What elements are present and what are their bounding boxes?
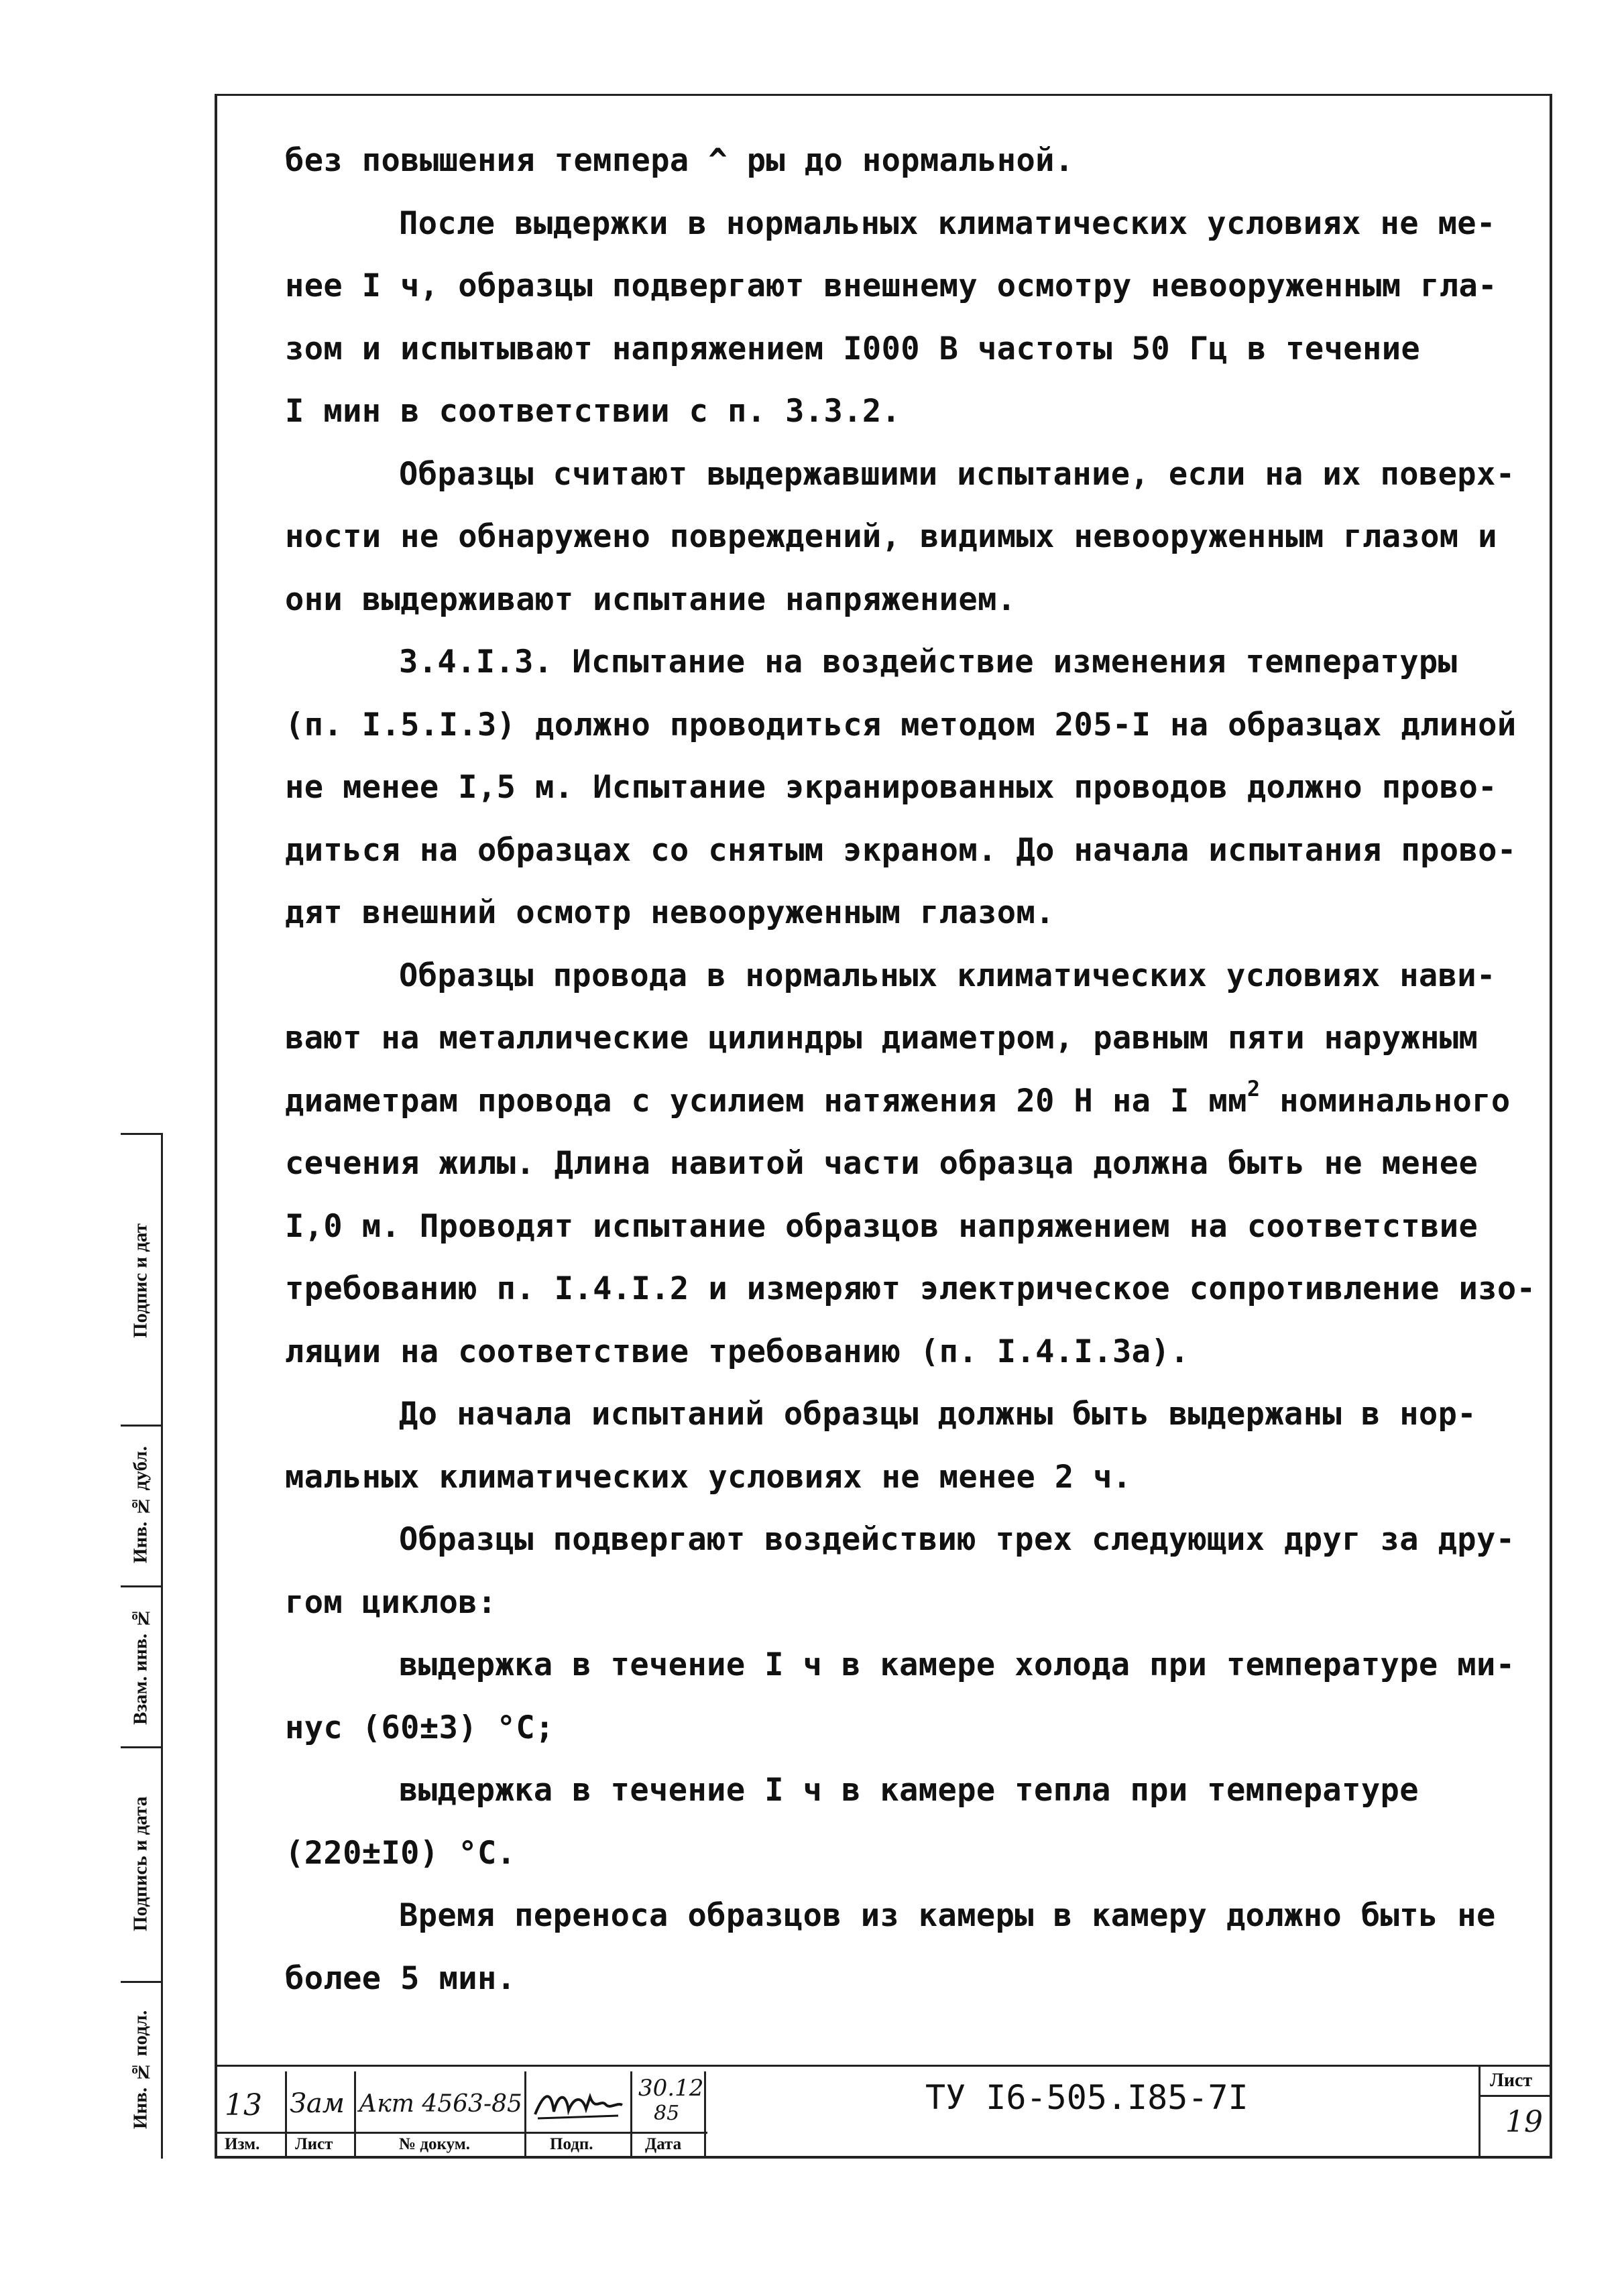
value-izm: 13 (225, 2088, 262, 2122)
body-line (285, 329, 1420, 369)
body-line-text: I мин в соответствии с п. 3.3.2. (285, 393, 901, 430)
body-line-text: сечения жилы. Длина навитой части образца должна быть не менее (285, 1145, 1478, 1182)
body-line-text: выдержка в течение I ч в камере тепла при температуре (399, 1772, 1419, 1809)
body-line (285, 1018, 1478, 1059)
title-block-col-rule (285, 2071, 287, 2159)
body-line-text: 3.4.I.3. Испытание на воздействие изменения температуры (399, 644, 1458, 680)
body-line (399, 1394, 1476, 1435)
body-line (285, 1332, 1190, 1372)
margin-divider (121, 1585, 163, 1587)
body-line (285, 1583, 497, 1623)
body-line (399, 455, 1515, 495)
body-line-text: Время переноса образцов из камеры в камеру должно быть не (399, 1897, 1496, 1934)
body-line (399, 204, 1496, 244)
body-line (285, 1457, 1132, 1498)
body-line (285, 1144, 1478, 1184)
value-dokum: Акт 4563-85 (359, 2090, 522, 2118)
header-podp: Подп. (550, 2135, 593, 2153)
body-line-text: гом циклов: (285, 1584, 497, 1621)
body-line-text: дят внешний осмотр невооруженным глазом. (285, 894, 1055, 931)
body-line (399, 1770, 1419, 1811)
body-line (285, 517, 1497, 557)
title-block-sheet-rule (1478, 2095, 1552, 2097)
body-line-text: Образцы подвергают воздействию трех следующих друг за дру- (399, 1521, 1515, 1558)
superscript: 2 (1246, 1076, 1261, 1102)
body-line (399, 642, 1457, 682)
body-line-text: вают на металлические цилиндры диаметром, равным пяти наружным (285, 1020, 1478, 1056)
margin-label-inv-dubl: Инв. № дубл. (129, 1446, 152, 1564)
title-block-col-rule (704, 2071, 706, 2159)
title-block-top-rule (215, 2065, 1552, 2067)
body-line (285, 141, 1074, 181)
body-line-text: более 5 мин. (285, 1960, 516, 1997)
title-block-mid-rule (215, 2132, 707, 2134)
title-block-col-rule (354, 2071, 356, 2159)
value-list: Зам (290, 2088, 345, 2119)
document-code: ТУ I6-505.I85-7I (925, 2078, 1249, 2117)
margin-label-podp-dat: Подпис и дат (129, 1223, 152, 1338)
body-line (285, 705, 1517, 745)
body-line-text: ности не обнаружено повреждений, видимых невооруженным глазом и (285, 518, 1497, 555)
body-line (399, 1520, 1515, 1560)
body-line (399, 1645, 1515, 1685)
body-line (285, 1207, 1478, 1247)
body-line (285, 1076, 1511, 1122)
title-block-col-rule (1478, 2065, 1481, 2159)
body-line-text: выдержка в течение I ч в камере холода при температуре ми- (399, 1646, 1515, 1683)
body-line (285, 1833, 516, 1874)
sheet-label: Лист (1490, 2070, 1533, 2091)
margin-label-inv-podl: Инв. № подл. (129, 2010, 152, 2130)
header-data: Дата (645, 2135, 682, 2153)
body-line (285, 1959, 516, 1999)
body-line (399, 956, 1496, 996)
body-line (285, 391, 901, 432)
body-line-text: Образцы считают выдержавшими испытание, если на их поверх- (399, 456, 1515, 493)
body-line-text: Образцы провода в нормальных климатических условиях нави- (399, 957, 1496, 994)
margin-divider (121, 1746, 163, 1748)
margin-divider (121, 1425, 163, 1427)
body-line (285, 1708, 555, 1748)
body-line-text: ляции на соответствие требованию (п. I.4.I.3а). (285, 1333, 1190, 1370)
margin-divider (161, 1133, 163, 2159)
header-izm: Изм. (225, 2135, 260, 2153)
value-date-2: 85 (654, 2102, 680, 2125)
body-line-text: без повышения темпера ^ ры до нормальной. (285, 142, 1074, 179)
margin-divider (121, 1133, 163, 1135)
header-dokum: № докум. (399, 2135, 471, 2153)
body-line-text: требованию п. I.4.I.2 и измеряют электрическое сопротивление изо- (285, 1270, 1536, 1307)
margin-label-vzam-inv: Взам. инв. № (129, 1607, 152, 1725)
margin-label-podpis-data: Подпись и дата (129, 1796, 152, 1931)
body-line-text: I,0 м. Проводят испытание образцов напряжением на соответствие (285, 1208, 1478, 1245)
body-line-text: мальных климатических условиях не менее 2 ч. (285, 1459, 1132, 1496)
body-line (285, 580, 1016, 620)
header-list: Лист (295, 2135, 333, 2153)
body-line-text: нее I ч, образцы подвергают внешнему осмотру невооруженным гла- (285, 267, 1497, 304)
body-line-text: нус (60±3) °С; (285, 1709, 555, 1746)
body-line-text: они выдерживают испытание напряжением. (285, 581, 1017, 618)
body-line-text: (220±I0) °С. (285, 1835, 516, 1872)
body-line (399, 1896, 1496, 1936)
body-line-text: не менее I,5 м. Испытание экранированных проводов должно прово- (285, 769, 1497, 806)
body-line (285, 893, 1055, 933)
body-line-text: До начала испытаний образцы должны быть выдержаны в нор- (399, 1396, 1476, 1433)
margin-divider (121, 1981, 163, 1983)
signature-icon (531, 2085, 625, 2125)
title-block-col-rule (524, 2071, 526, 2159)
value-date-1: 30.12 (638, 2075, 704, 2102)
body-line-text: зом и испытывают напряжением I000 В частоты 50 Гц в течение (285, 330, 1421, 367)
body-line-text: диаметрам провода с усилием натяжения 20 Н на I мм (285, 1083, 1247, 1120)
title-block-col-rule (630, 2071, 632, 2159)
body-line-text: После выдержки в нормальных климатических условиях не ме- (399, 205, 1496, 242)
left-margin-stamp-strip (121, 1133, 168, 2159)
body-line-tail: номинального (1260, 1083, 1511, 1120)
body-line (285, 768, 1497, 808)
body-line (285, 1269, 1535, 1309)
body-line-text: диться на образцах со снятым экраном. До начала испытания прово- (285, 832, 1517, 869)
body-line (285, 266, 1497, 306)
body-line (285, 831, 1517, 871)
sheet-number: 19 (1505, 2105, 1543, 2139)
body-line-text: (п. I.5.I.3) должно проводиться методом 205-I на образцах длиной (285, 707, 1517, 743)
